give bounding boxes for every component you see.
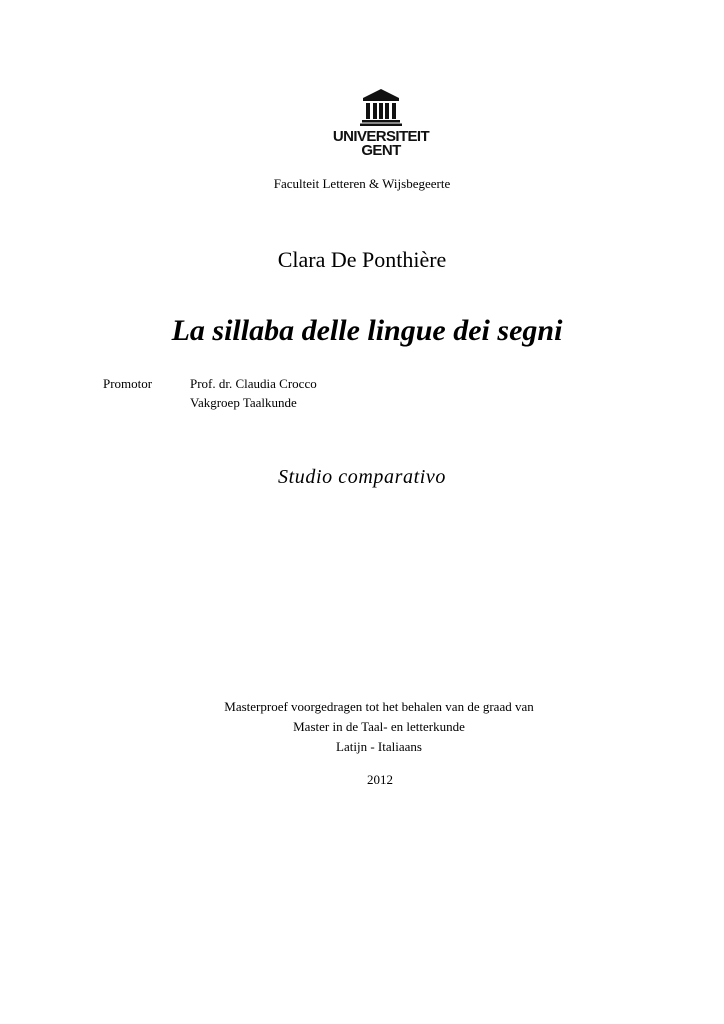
- thesis-subtitle: Studio comparativo: [277, 466, 446, 488]
- promotor-name: Prof. dr. Claudia Crocco: [190, 376, 317, 391]
- year: 2012: [367, 772, 393, 787]
- promotor-department: Vakgroep Taalkunde: [190, 395, 297, 410]
- author-name: Clara De Ponthière: [277, 247, 447, 272]
- university-logo: [331, 88, 431, 160]
- promotor-label: Promotor: [103, 376, 153, 391]
- degree-line-2: Master in de Taal- en letterkunde: [293, 719, 465, 734]
- degree-statement: [0, 697, 724, 757]
- faculty-name: Faculteit Letteren & Wijsbegeerte: [273, 176, 451, 191]
- promotor-info: [190, 374, 317, 412]
- degree-line-1: Masterproef voorgedragen tot het behalen van de graad van: [224, 699, 534, 714]
- degree-line-3: Latijn - Italiaans: [336, 739, 422, 754]
- logo-text-gent: GENT: [361, 142, 401, 159]
- thesis-title: La sillaba delle lingue dei segni: [171, 314, 563, 347]
- logo-text-universiteit: UNIVERSITEIT: [332, 128, 430, 145]
- university-building-icon: [359, 88, 403, 126]
